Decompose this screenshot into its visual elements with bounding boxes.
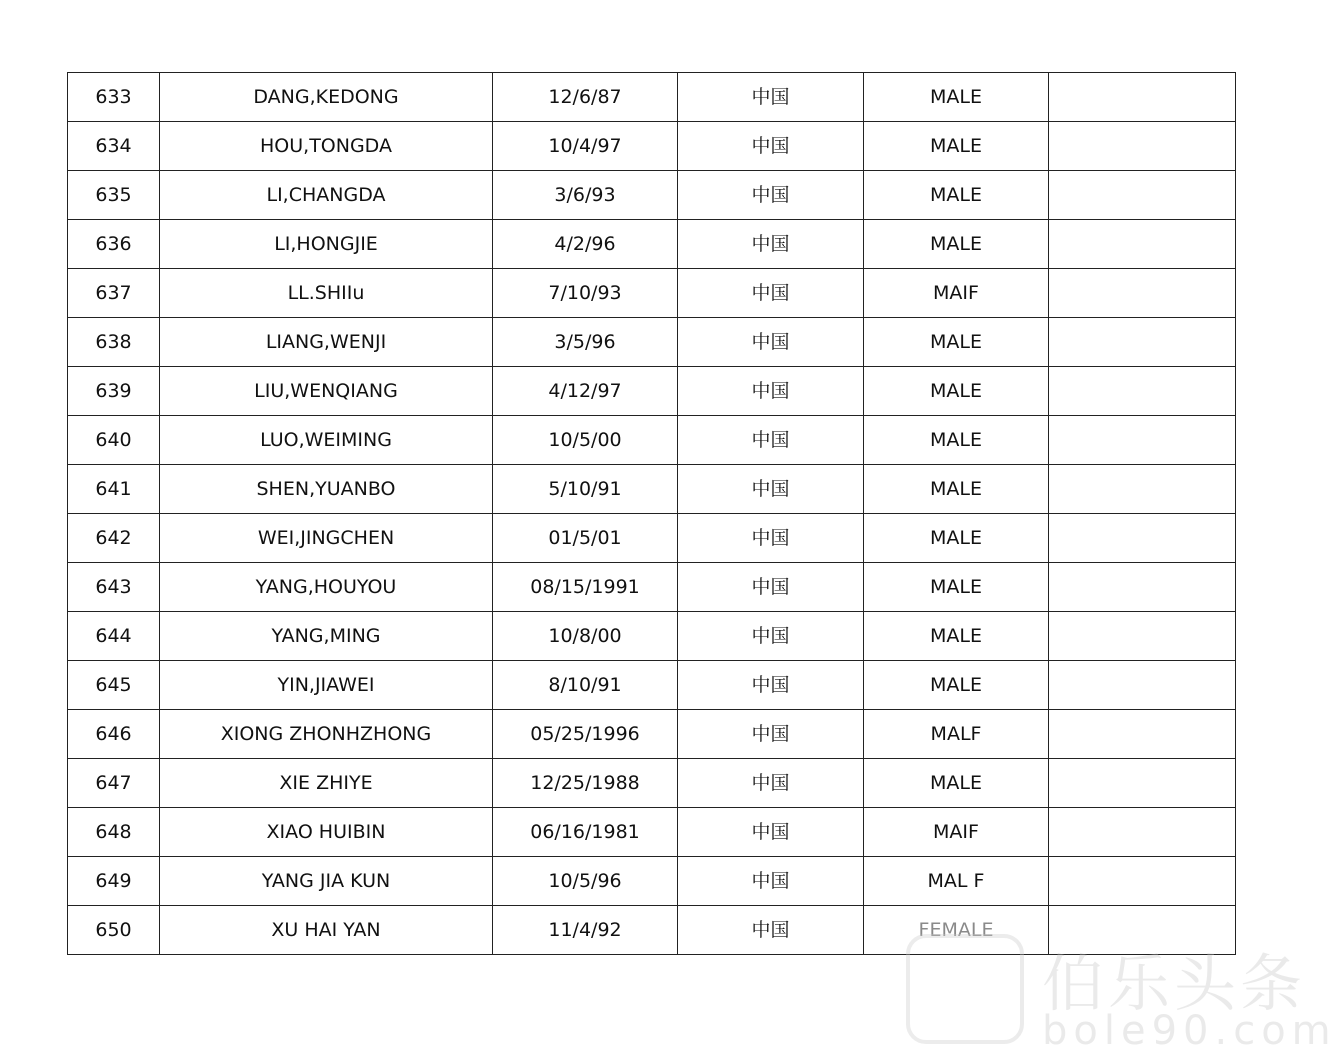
- cell-blank: [1049, 367, 1236, 416]
- table-row: [68, 122, 1236, 171]
- table-row: [68, 73, 1236, 122]
- cell-country: 中国: [678, 857, 864, 906]
- cell-gender: MALE: [864, 416, 1049, 465]
- cell-birthdate: 06/16/1981: [493, 808, 678, 857]
- cell-name: HOU,TONGDA: [160, 122, 493, 171]
- cell-name: DANG,KEDONG: [160, 73, 493, 122]
- cell-number: 640: [68, 416, 160, 465]
- table-row: [68, 465, 1236, 514]
- cell-country: 中国: [678, 73, 864, 122]
- table-row: [68, 710, 1236, 759]
- cell-gender: MAIF: [864, 808, 1049, 857]
- cell-blank: [1049, 906, 1236, 955]
- cell-name: XU HAI YAN: [160, 906, 493, 955]
- cell-gender: MALE: [864, 612, 1049, 661]
- cell-gender: MALE: [864, 514, 1049, 563]
- table-row: [68, 661, 1236, 710]
- cell-blank: [1049, 73, 1236, 122]
- cell-country: 中国: [678, 416, 864, 465]
- cell-name: LIANG,WENJI: [160, 318, 493, 367]
- table-row: [68, 416, 1236, 465]
- cell-country: 中国: [678, 269, 864, 318]
- cell-blank: [1049, 318, 1236, 367]
- cell-birthdate: 8/10/91: [493, 661, 678, 710]
- cell-gender: MALE: [864, 220, 1049, 269]
- cell-gender: MALE: [864, 171, 1049, 220]
- cell-blank: [1049, 171, 1236, 220]
- cell-gender: MALE: [864, 759, 1049, 808]
- cell-country: 中国: [678, 759, 864, 808]
- table-row: [68, 367, 1236, 416]
- roster-body: [68, 73, 1236, 955]
- cell-birthdate: 7/10/93: [493, 269, 678, 318]
- cell-name: YIN,JIAWEI: [160, 661, 493, 710]
- cell-gender: MALE: [864, 367, 1049, 416]
- cell-blank: [1049, 465, 1236, 514]
- table-row: [68, 269, 1236, 318]
- cell-blank: [1049, 563, 1236, 612]
- table-row: [68, 171, 1236, 220]
- cell-blank: [1049, 857, 1236, 906]
- cell-number: 638: [68, 318, 160, 367]
- cell-blank: [1049, 220, 1236, 269]
- cell-number: 641: [68, 465, 160, 514]
- cell-birthdate: 4/12/97: [493, 367, 678, 416]
- cell-blank: [1049, 808, 1236, 857]
- cell-name: LIU,WENQIANG: [160, 367, 493, 416]
- cell-name: YANG,MING: [160, 612, 493, 661]
- cell-name: SHEN,YUANBO: [160, 465, 493, 514]
- cell-country: 中国: [678, 465, 864, 514]
- cell-country: 中国: [678, 612, 864, 661]
- cell-gender: MALE: [864, 465, 1049, 514]
- cell-country: 中国: [678, 318, 864, 367]
- cell-number: 649: [68, 857, 160, 906]
- cell-birthdate: 12/25/1988: [493, 759, 678, 808]
- cell-number: 639: [68, 367, 160, 416]
- cell-name: YANG,HOUYOU: [160, 563, 493, 612]
- cell-country: 中国: [678, 906, 864, 955]
- cell-number: 637: [68, 269, 160, 318]
- cell-birthdate: 5/10/91: [493, 465, 678, 514]
- cell-number: 647: [68, 759, 160, 808]
- cell-birthdate: 3/6/93: [493, 171, 678, 220]
- cell-country: 中国: [678, 220, 864, 269]
- cell-blank: [1049, 269, 1236, 318]
- cell-birthdate: 05/25/1996: [493, 710, 678, 759]
- cell-birthdate: 10/5/96: [493, 857, 678, 906]
- cell-birthdate: 4/2/96: [493, 220, 678, 269]
- cell-gender: MAIF: [864, 269, 1049, 318]
- cell-gender: MALE: [864, 563, 1049, 612]
- cell-gender: MALF: [864, 710, 1049, 759]
- cell-birthdate: 10/4/97: [493, 122, 678, 171]
- table-row: [68, 759, 1236, 808]
- table-row: [68, 318, 1236, 367]
- cell-name: YANG JIA KUN: [160, 857, 493, 906]
- cell-country: 中国: [678, 563, 864, 612]
- cell-number: 635: [68, 171, 160, 220]
- cell-birthdate: 01/5/01: [493, 514, 678, 563]
- cell-name: XIAO HUIBIN: [160, 808, 493, 857]
- cell-gender: MALE: [864, 661, 1049, 710]
- cell-number: 636: [68, 220, 160, 269]
- cell-number: 648: [68, 808, 160, 857]
- cell-birthdate: 12/6/87: [493, 73, 678, 122]
- cell-number: 644: [68, 612, 160, 661]
- cell-number: 645: [68, 661, 160, 710]
- cell-name: LI,CHANGDA: [160, 171, 493, 220]
- cell-number: 634: [68, 122, 160, 171]
- cell-birthdate: 10/5/00: [493, 416, 678, 465]
- watermark-url: bole90.com: [1042, 1008, 1337, 1054]
- cell-name: XIE ZHIYE: [160, 759, 493, 808]
- table-row: [68, 563, 1236, 612]
- cell-number: 642: [68, 514, 160, 563]
- cell-gender: FEMALE: [864, 906, 1049, 955]
- cell-name: LI,HONGJIE: [160, 220, 493, 269]
- table-row: [68, 906, 1236, 955]
- cell-number: 646: [68, 710, 160, 759]
- table-row: [68, 612, 1236, 661]
- cell-country: 中国: [678, 808, 864, 857]
- table-row: [68, 220, 1236, 269]
- cell-name: LL.SHIIu: [160, 269, 493, 318]
- cell-birthdate: 08/15/1991: [493, 563, 678, 612]
- table-row: [68, 514, 1236, 563]
- cell-country: 中国: [678, 367, 864, 416]
- cell-country: 中国: [678, 710, 864, 759]
- cell-blank: [1049, 612, 1236, 661]
- cell-number: 643: [68, 563, 160, 612]
- cell-gender: MAL F: [864, 857, 1049, 906]
- table-row: [68, 808, 1236, 857]
- cell-gender: MALE: [864, 122, 1049, 171]
- cell-blank: [1049, 122, 1236, 171]
- roster-table: [67, 72, 1236, 955]
- watermark-title: 伯乐头条: [1042, 947, 1307, 1020]
- cell-birthdate: 3/5/96: [493, 318, 678, 367]
- cell-birthdate: 11/4/92: [493, 906, 678, 955]
- cell-blank: [1049, 710, 1236, 759]
- cell-birthdate: 10/8/00: [493, 612, 678, 661]
- cell-country: 中国: [678, 661, 864, 710]
- cell-blank: [1049, 661, 1236, 710]
- cell-country: 中国: [678, 122, 864, 171]
- cell-blank: [1049, 514, 1236, 563]
- cell-country: 中国: [678, 514, 864, 563]
- cell-blank: [1049, 759, 1236, 808]
- cell-number: 650: [68, 906, 160, 955]
- cell-gender: MALE: [864, 318, 1049, 367]
- cell-blank: [1049, 416, 1236, 465]
- cell-country: 中国: [678, 171, 864, 220]
- table-row: [68, 857, 1236, 906]
- cell-name: XIONG ZHONHZHONG: [160, 710, 493, 759]
- cell-name: LUO,WEIMING: [160, 416, 493, 465]
- cell-gender: MALE: [864, 73, 1049, 122]
- cell-number: 633: [68, 73, 160, 122]
- cell-name: WEI,JINGCHEN: [160, 514, 493, 563]
